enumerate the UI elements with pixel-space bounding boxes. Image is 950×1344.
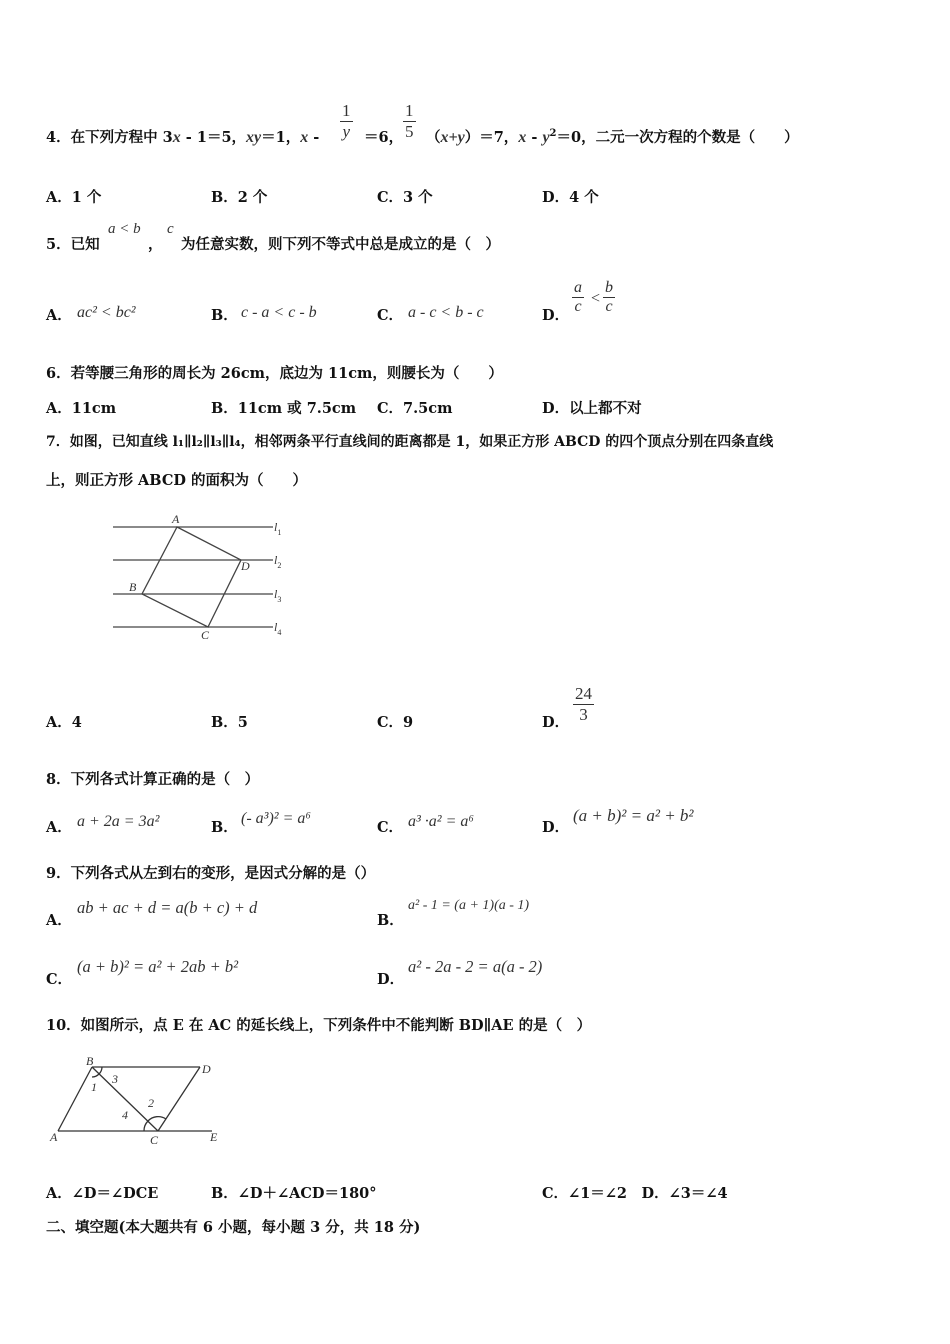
q4-option-a[interactable]: A．1 个 xyxy=(46,189,102,206)
q10-option-c-d[interactable]: C．∠1＝∠2 D．∠3＝∠4 xyxy=(542,1185,728,1202)
q4-stem: 4．在下列方程中 3x - 1＝5，xy＝1，x - xyxy=(46,129,320,146)
q5-option-d-label[interactable]: D． xyxy=(542,307,570,324)
q5-option-a-label[interactable]: A． xyxy=(46,307,72,324)
q7-option-b[interactable]: B．5 xyxy=(211,714,248,731)
q9-option-d-expr: a² - 2a - 2 = a(a - 2) xyxy=(408,957,543,976)
label-l2: $l_2$ xyxy=(274,553,282,570)
q5-option-d-fraction-a-over-c: $\frac{a}{c}$ xyxy=(574,279,582,315)
q7-stem-line-2: 上，则正方形 ABCD 的面积为（ ） xyxy=(46,472,307,489)
label-l1: $l_1$ xyxy=(274,520,282,537)
q6-option-b[interactable]: B．11cm 或 7.5cm xyxy=(211,400,357,417)
q5-stem-tail: 为任意实数，则下列不等式中总是成立的是（ ） xyxy=(181,236,500,253)
point-d: D xyxy=(202,1062,211,1076)
q8-option-d-expr: (a + b)² = a² + b² xyxy=(573,806,694,825)
q8-option-c-label[interactable]: C． xyxy=(377,819,404,836)
segment-ab xyxy=(58,1067,92,1131)
q5-option-b-expr: c - a < c - b xyxy=(241,304,317,321)
point-b: B xyxy=(86,1055,94,1068)
q8-option-b-label[interactable]: B． xyxy=(211,819,238,836)
q8-option-a-label[interactable]: A． xyxy=(46,819,72,836)
q9-option-c-expr: (a + b)² = a² + 2ab + b² xyxy=(77,957,239,976)
q7-option-c[interactable]: C．9 xyxy=(377,714,414,731)
angle-label-3: 3 xyxy=(112,1072,118,1086)
q9-option-d-label[interactable]: D． xyxy=(377,971,405,988)
q5-option-d-lt: < xyxy=(591,290,601,307)
vertex-b: B xyxy=(129,580,137,594)
vertex-d: D xyxy=(241,559,250,573)
q9-option-a-label[interactable]: A． xyxy=(46,912,72,929)
q5-comma: ， xyxy=(148,236,163,253)
q5-stem-pre: 5．已知 xyxy=(46,236,100,253)
q9-option-b-label[interactable]: B． xyxy=(377,912,404,929)
q10-stem: 10．如图所示，点 E 在 AC 的延长线上，下列条件中不能判断 BD∥AE 的是（ ） xyxy=(46,1017,592,1034)
vertex-a: A xyxy=(172,512,180,526)
q10-option-a[interactable]: A．∠D＝∠DCE xyxy=(46,1185,159,1202)
q4-option-c[interactable]: C．3 个 xyxy=(377,189,433,206)
q7-stem-line-1: 7．如图，已知直线 l₁∥l₂∥l₃∥l₄，相邻两条平行直线间的距离都是 1，如果正方形 ABCD 的四个顶点分别在四条直线 xyxy=(46,434,774,450)
point-a: A xyxy=(50,1130,58,1144)
q5-option-c-label[interactable]: C． xyxy=(377,307,404,324)
label-l4: $l_4$ xyxy=(274,620,282,637)
angle-label-2: 2 xyxy=(148,1096,154,1110)
angle-arc-4 xyxy=(144,1121,148,1131)
q7-option-a[interactable]: A．4 xyxy=(46,714,82,731)
q6-option-c[interactable]: C．7.5cm xyxy=(377,400,453,417)
q6-stem: 6．若等腰三角形的周长为 26cm，底边为 11cm，则腰长为（ ） xyxy=(46,365,503,382)
point-c: C xyxy=(150,1133,159,1147)
section-2-heading: 二、填空题(本大题共有 6 小题，每小题 3 分，共 18 分) xyxy=(46,1219,421,1236)
q8-stem: 8．下列各式计算正确的是（ ） xyxy=(46,771,260,788)
q10-figure-parallelogram xyxy=(44,1055,234,1150)
q6-option-a[interactable]: A．11cm xyxy=(46,400,117,417)
q4-stem-tail: （x+y）＝7，$x - y^2=0$，二元一次方程的个数是（ ） xyxy=(426,128,799,146)
q5-option-c-expr: a - c < b - c xyxy=(408,304,484,321)
square-abcd xyxy=(142,527,241,627)
q4-option-b[interactable]: B．2 个 xyxy=(211,189,268,206)
q9-option-b-expr: a² - 1 = (a + 1)(a - 1) xyxy=(408,898,530,913)
q9-option-a-expr: ab + ac + d = a(b + c) + d xyxy=(77,898,258,917)
q4-option-d[interactable]: D．4 个 xyxy=(542,189,599,206)
q7-option-d-label[interactable]: D． xyxy=(542,714,570,731)
q5-condition-a-lt-b: a < b xyxy=(108,221,141,237)
q9-option-c-label[interactable]: C． xyxy=(46,971,73,988)
q8-option-a-expr: a + 2a = 3a² xyxy=(77,813,160,830)
q5-option-d-fraction-b-over-c: $\frac{b}{c}$ xyxy=(605,279,613,315)
q9-stem: 9．下列各式从左到右的变形，是因式分解的是（） xyxy=(46,865,376,882)
q4-stem-mid: ＝6， xyxy=(364,129,404,146)
q5-condition-c: c xyxy=(167,221,174,237)
segment-dc xyxy=(158,1067,200,1131)
point-e: E xyxy=(210,1130,218,1144)
q10-option-b[interactable]: B．∠D＋∠ACD＝180° xyxy=(211,1185,377,1202)
angle-label-4: 4 xyxy=(122,1108,128,1122)
q5-option-b-label[interactable]: B． xyxy=(211,307,238,324)
angle-label-1: 1 xyxy=(91,1080,97,1094)
angle-arc-1 xyxy=(92,1074,99,1077)
q5-option-a-expr: ac² < bc² xyxy=(77,304,136,321)
q6-option-d[interactable]: D．以上都不对 xyxy=(542,400,642,417)
q8-option-b-expr: (- a³)² = a⁶ xyxy=(241,810,311,827)
angle-arc-2 xyxy=(148,1117,166,1121)
q7-figure-parallel-lines-square xyxy=(108,510,298,645)
angle-arc-3 xyxy=(99,1067,102,1074)
vertex-c: C xyxy=(201,628,210,642)
q7-option-d-fraction: $\frac{24}{3}$ xyxy=(575,684,592,724)
q4-fraction-1-over-5: $\frac{1}{5}$ xyxy=(405,101,414,141)
q8-option-d-label[interactable]: D． xyxy=(542,819,570,836)
q4-fraction-1-over-y: $\frac{1}{y}$ xyxy=(342,101,351,141)
q8-option-c-expr: a³ ·a² = a⁶ xyxy=(408,813,474,830)
label-l3: $l_3$ xyxy=(274,587,282,604)
